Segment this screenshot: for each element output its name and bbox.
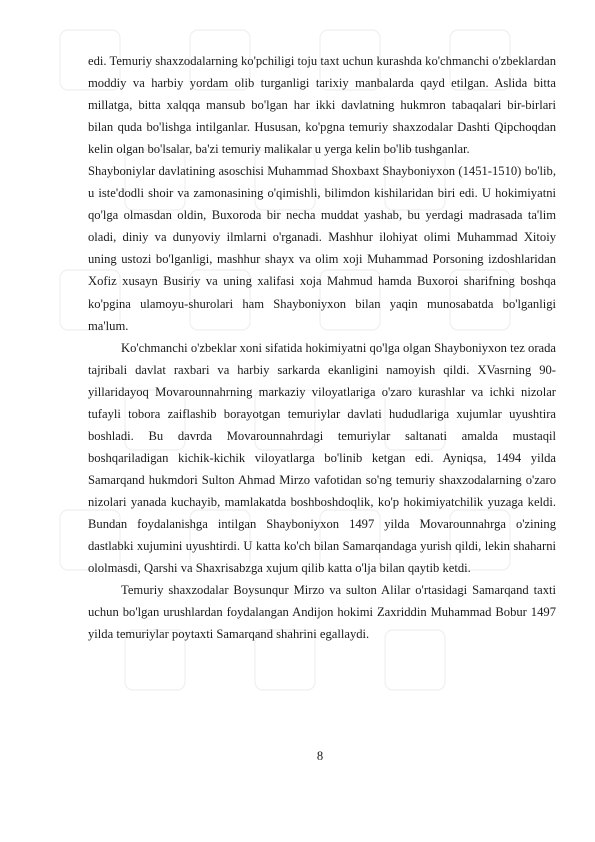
paragraph-2: Shayboniylar davlatining asoschisi Muhammad Shoxbaxt Shayboniyxon (1451-1510) bo'lib, u iste'dodli shoir va zamonasining o'qimishli, bilimdon kishilaridan biri edi. U hokimiyatni qo'lga olmasdan oldin, Buxoroda bir necha muddat yashab, bu yerdagi madrasada ta'lim oladi, diniy va dunyoviy ilmlarni o'rganadi. Mashhur ilohiyat olimi Muhammad Xitoiy uning ustozi bo'lganligi, mashhur shayx va olim xoji Muhammad Porsoning izdoshlaridan Xofiz xusayn Busiriy va uning xalifasi xoja Mahmud hamda Buxoroi sharifning boshqa ko'pgina ulamoyu-shurolari ham Shayboniyxon bilan yaqin munosabatda bo'lganligi ma'lum. [88, 164, 556, 333]
paragraph-4: Temuriy shaxzodalar Boysunqur Mirzo va sulton Alilar o'rtasidagi Samarqand taxti uchun bo'lgan urushlardan foydalangan Andijon hokimi Zaxriddin Muhammad Bobur 1497 yilda temuriylar poytaxti Samarqand shahrini egallaydi. [88, 583, 556, 642]
page-number: 8 [316, 749, 324, 763]
paragraph-1: edi. Temuriy shaxzodalarning ko'pchiligi toju taxt uchun kurashda ko'chmanchi o'zbeklardan moddiy va harbiy yordam olib turganligi tarixiy manbalarda qayd etilgan. Aslida bitta millatga, bitta xalqqa mansub bo'lgan har ikki davlatning hukmron tabaqalari bir-birlari bilan quda bo'lishga intilganlar. Hususan, ko'pgna temuriy shaxzodalar Dashti Qipchoqdan kelin olgan bo'lsalar, ba'zi temuriy malikalar u yerga kelin bo'lib tushganlar. [88, 54, 556, 157]
paragraph-3: Ko'chmanchi o'zbeklar xoni sifatida hokimiyatni qo'lga olgan Shayboniyxon tez orada tajribali davlat raxbari va harbiy sarkarda ekanligini namoyish qildi. XVasrning 90-yillaridayoq Movarounnahrning markaziy viloyatlariga o'zaro kurashlar va ichki nizolar tufayli tobora zaiflashib borayotgan temuriylar davlati hududlariga xujumlar uyushtira boshladi. Bu davrda Movarounnahrdagi temuriylar saltanati amalda mustaqil boshqariladigan kichik-kichik viloyatlarga bo'linib ketgan edi. Ayniqsa, 1494 yilda Samarqand hukmdori Sulton Ahmad Mirzo vafotidan so'ng temuriy shaxzodalarning o'zaro nizolari yanada kuchayib, mamlakatda boshboshdoqlik, ko'p hokimiyatchilik yuzaga keldi. Bundan foydalanishga intilgan Shayboniyxon 1497 yilda Movarounnahrga o'zining dastlabki xujumini uyushtirdi. U katta ko'ch bilan Samarqandaga yurish qildi, lekin shaharni ololmasdi, Qarshi va Shaxrisabzga xujum qilib katta o'lja bilan qaytib ketdi. [88, 340, 556, 576]
body-text [88, 50, 556, 645]
